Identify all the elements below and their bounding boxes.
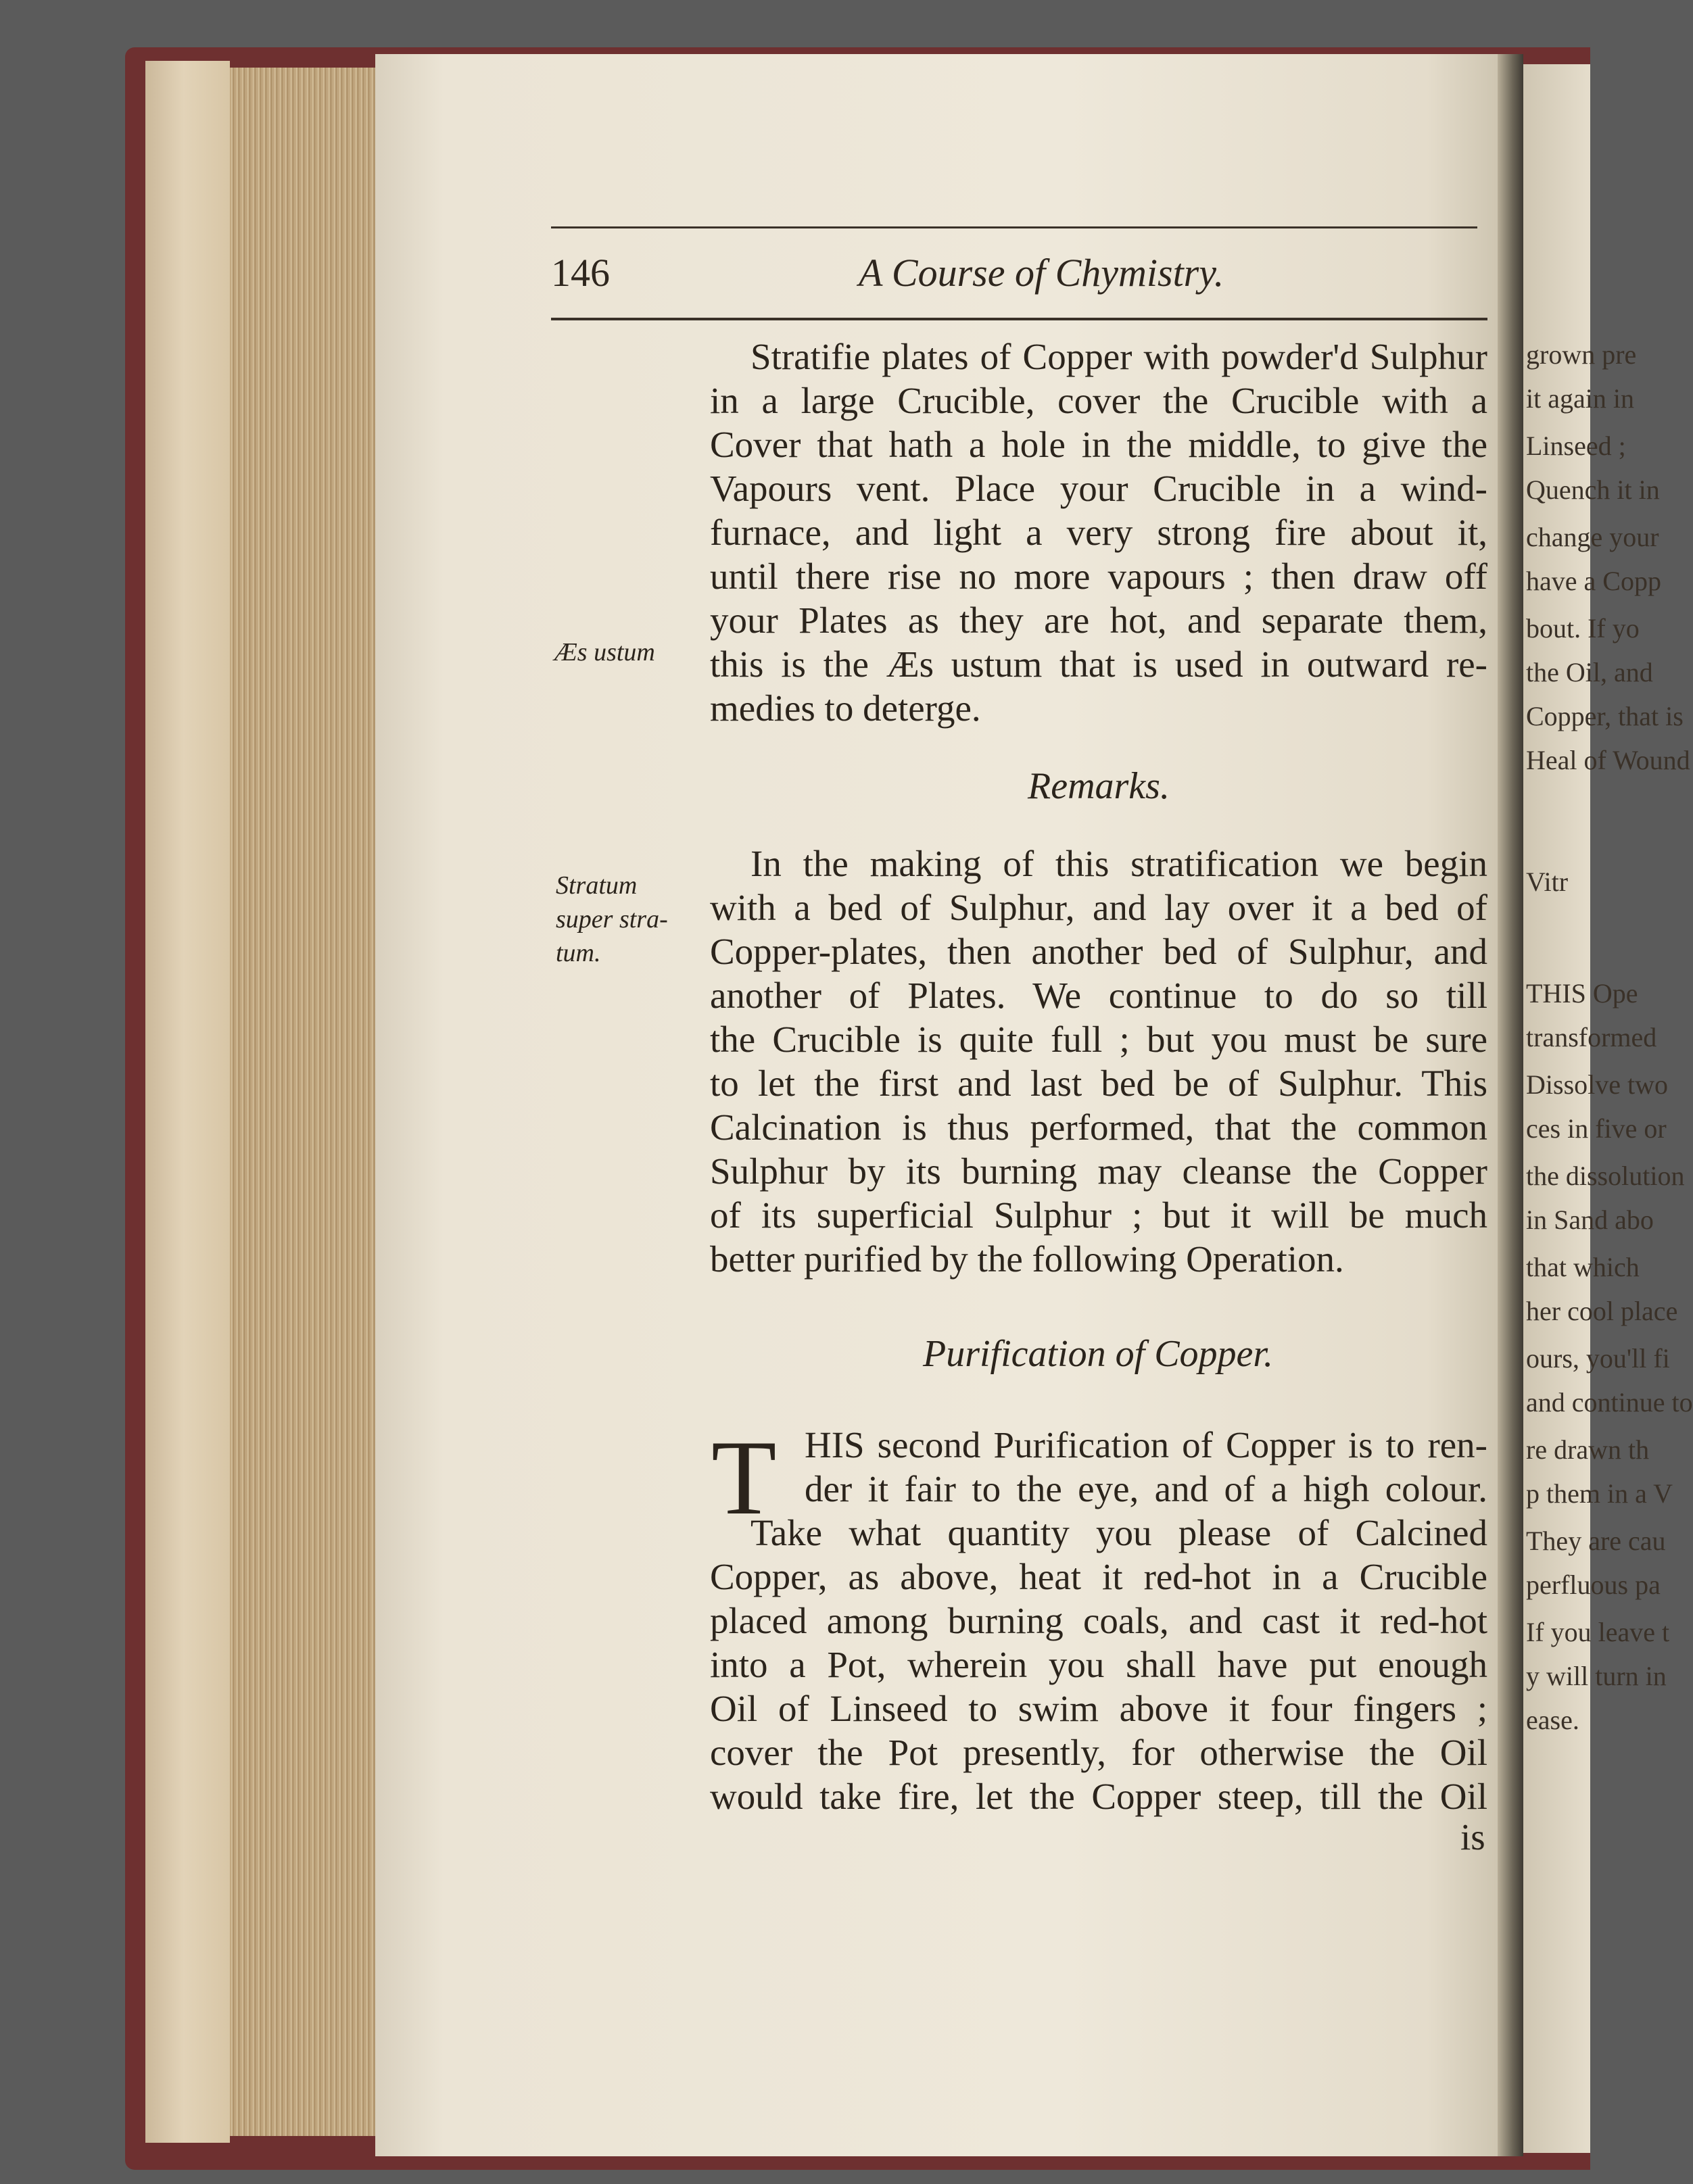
facing-page-line: Heal of Wound	[1526, 745, 1690, 775]
text-line: this is the Æs ustum that is used in outward re-	[710, 644, 1487, 685]
margin-note-aes-ustum: Æs ustum	[554, 638, 655, 666]
text-line: Copper, as above, heat it red-hot in a Crucible	[710, 1556, 1487, 1597]
facing-page-line: that which	[1526, 1252, 1640, 1282]
text-line: until there rise no more vapours ; then draw off	[710, 556, 1487, 597]
facing-page-line: in Sand abo	[1526, 1205, 1654, 1235]
facing-page-line: p them in a V	[1526, 1478, 1673, 1509]
facing-page	[1523, 64, 1693, 2153]
text-line: placed among burning coals, and cast it red-hot	[710, 1600, 1487, 1641]
facing-page-line: transformed	[1526, 1022, 1657, 1052]
text-line: medies to deterge.	[710, 687, 981, 729]
header-rule-top	[551, 226, 1477, 228]
margin-note-stratum: Stratum	[556, 871, 638, 900]
facing-page-line: Linseed ;	[1526, 431, 1626, 461]
text-line: of its superficial Sulphur ; but it will be much	[710, 1194, 1487, 1236]
facing-page-line: and continue to	[1526, 1387, 1693, 1417]
text-line: Oil of Linseed to swim above it four fingers ;	[710, 1688, 1487, 1729]
text-line: better purified by the following Operation.	[710, 1238, 1344, 1280]
text-line: to let the first and last bed be of Sulphur. This	[710, 1063, 1487, 1104]
text-line: Vapours vent. Place your Crucible in a wind-	[710, 468, 1487, 509]
facing-page-line: THIS Ope	[1526, 978, 1638, 1009]
running-title: A Course of Chymistry.	[859, 251, 1224, 295]
facing-page-line: the Oil, and	[1526, 657, 1653, 687]
margin-note-stratum: super stra-	[556, 905, 668, 933]
facing-page-line: her cool place	[1526, 1296, 1678, 1326]
catchword: is	[1460, 1816, 1485, 1858]
page-edges	[230, 68, 375, 2136]
facing-page-line: have a Copp	[1526, 566, 1661, 596]
text-line: with a bed of Sulphur, and lay over it a bed of	[710, 887, 1487, 928]
facing-page-line: Copper, that is	[1526, 701, 1684, 731]
book-fore-edge	[145, 61, 230, 2143]
text-line: HIS second Purification of Copper is to ren-	[805, 1424, 1487, 1465]
text-line: Sulphur by its burning may cleanse the Copper	[710, 1150, 1487, 1192]
facing-page-line: ease.	[1526, 1705, 1579, 1735]
facing-page-line: ours, you'll fi	[1526, 1343, 1670, 1374]
text-line: in a large Crucible, cover the Crucible with a	[710, 380, 1487, 421]
text-line: another of Plates. We continue to do so till	[710, 975, 1487, 1016]
text-line: Calcination is thus performed, that the common	[710, 1107, 1487, 1148]
drop-capital: T	[711, 1419, 777, 1537]
facing-page-line: the dissolution	[1526, 1161, 1685, 1191]
facing-page-line: grown pre	[1526, 339, 1637, 370]
facing-page-line: They are cau	[1526, 1526, 1666, 1556]
text-line: In the making of this stratification we begin	[750, 843, 1487, 884]
facing-page-line: ces in five or	[1526, 1113, 1667, 1144]
margin-note-stratum: tum.	[556, 939, 601, 967]
book-gutter	[1498, 54, 1523, 2156]
text-line: Copper-plates, then another bed of Sulphur, and	[710, 931, 1487, 972]
text-line: der it fair to the eye, and of a high colour.	[805, 1468, 1487, 1509]
facing-page-line: Vitr	[1526, 867, 1569, 897]
page-number: 146	[551, 251, 610, 295]
facing-page-line: perfluous pa	[1526, 1570, 1661, 1600]
facing-page-line: bout. If yo	[1526, 613, 1640, 644]
text-line: your Plates as they are hot, and separate them,	[710, 600, 1487, 641]
facing-page-line: change your	[1526, 522, 1659, 552]
text-line: cover the Pot presently, for otherwise the Oil	[710, 1732, 1487, 1773]
text-line: into a Pot, wherein you shall have put enough	[710, 1644, 1487, 1685]
facing-page-line: re drawn th	[1526, 1434, 1650, 1465]
text-line: the Crucible is quite full ; but you must be sure	[710, 1019, 1487, 1060]
facing-page-line: y will turn in	[1526, 1661, 1667, 1691]
header-rule-bottom	[551, 318, 1487, 320]
text-line: Take what quantity you please of Calcined	[750, 1512, 1487, 1553]
text-line: furnace, and light a very strong fire about it,	[710, 512, 1487, 553]
facing-page-line: If you leave t	[1526, 1617, 1670, 1647]
text-line: Cover that hath a hole in the middle, to give the	[710, 424, 1487, 465]
facing-page-line: it again in	[1526, 383, 1634, 414]
facing-page-line: Dissolve two	[1526, 1069, 1668, 1100]
purification-heading: Purification of Copper.	[923, 1333, 1273, 1375]
text-line: would take fire, let the Copper steep, till the Oil	[710, 1776, 1487, 1817]
facing-page-line: Quench it in	[1526, 475, 1660, 505]
text-line: Stratifie plates of Copper with powder'd Sulphur	[750, 336, 1487, 377]
remarks-heading: Remarks.	[1028, 765, 1170, 807]
